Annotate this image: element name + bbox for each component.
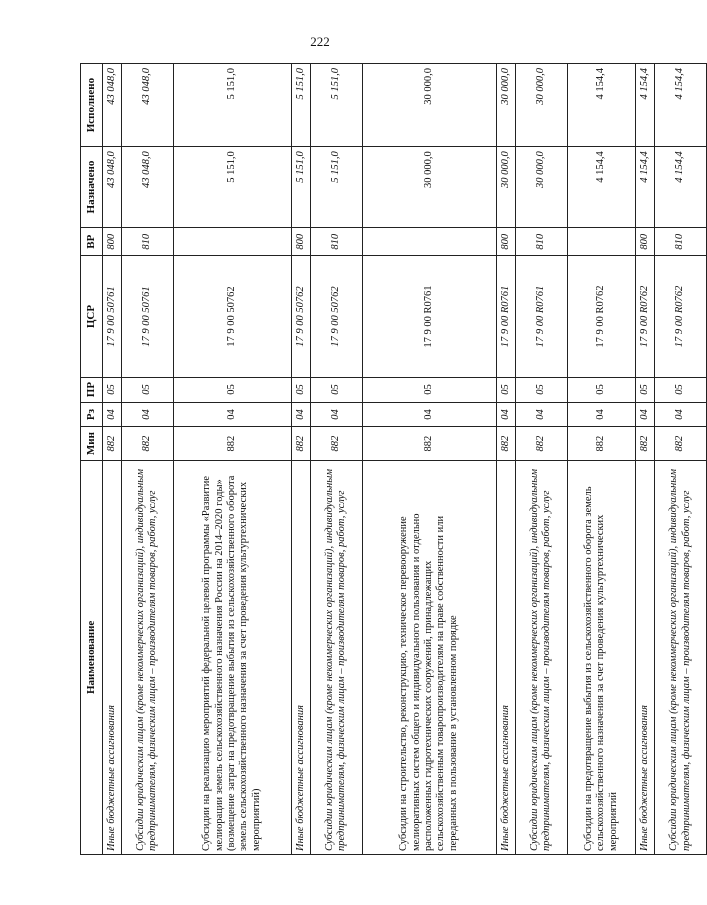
table-row [121,64,173,855]
table-row [655,64,707,855]
cell-vr: 800 [291,227,310,256]
cell-vr [173,227,291,256]
budget-table [80,63,707,855]
cell-vr: 810 [655,227,707,256]
cell-name: Субсидии на реализацию мероприятий федеральной целевой программы «Развитие мелиорации земель сельскохозяйственного назначения России на 2014–2020 годы» (возмещение затрат на предотвращение выбытия из сельскохозяйственного оборота земель сельскохозяйственного назначения за счет проведения культуртехнических мероприятий) [173,460,291,854]
header-pr: ПР [81,377,103,402]
cell-pr: 05 [121,377,173,402]
table-row [362,64,496,855]
cell-executed: 43 048,0 [103,64,122,147]
cell-min: 882 [121,427,173,460]
cell-name: Субсидии юридическим лицам (кроме некоммерческих организаций), индивидуальным предпринимателям, физическим лицам – производителям товаров, работ, услуг [310,460,362,854]
cell-pr: 05 [362,377,496,402]
table-row [497,64,516,855]
cell-executed: 4 154,4 [636,64,655,147]
cell-rz: 04 [567,402,635,427]
cell-assigned: 30 000,0 [362,147,496,228]
cell-name: Иные бюджетные ассигнования [636,460,655,854]
cell-csr: 17 9 00 R0762 [636,256,655,377]
cell-pr: 05 [103,377,122,402]
table-row [103,64,122,855]
cell-executed: 43 048,0 [121,64,173,147]
cell-min: 882 [655,427,707,460]
cell-executed: 5 151,0 [291,64,310,147]
cell-assigned: 4 154,4 [567,147,635,228]
cell-vr [567,227,635,256]
cell-vr: 810 [121,227,173,256]
table-header-row [81,64,103,855]
cell-executed: 4 154,4 [567,64,635,147]
cell-executed: 4 154,4 [655,64,707,147]
cell-executed: 5 151,0 [173,64,291,147]
cell-assigned: 43 048,0 [103,147,122,228]
cell-executed: 5 151,0 [310,64,362,147]
table-row [515,64,567,855]
cell-executed: 30 000,0 [362,64,496,147]
cell-vr: 800 [636,227,655,256]
cell-vr: 800 [497,227,516,256]
cell-rz: 04 [103,402,122,427]
cell-rz: 04 [636,402,655,427]
cell-vr: 810 [310,227,362,256]
table-row [173,64,291,855]
cell-assigned: 5 151,0 [310,147,362,228]
cell-name: Иные бюджетные ассигнования [291,460,310,854]
header-rz: Рз [81,402,103,427]
cell-csr: 17 9 00 50762 [310,256,362,377]
cell-name: Субсидии на предотвращение выбытия из сельскохозяйственного оборота земель сельскохозяйственного назначения за счет проведения культуртехнических мероприятий [567,460,635,854]
table-row [567,64,635,855]
cell-executed: 30 000,0 [515,64,567,147]
cell-vr [362,227,496,256]
header-csr: ЦСР [81,256,103,377]
cell-pr: 05 [291,377,310,402]
cell-vr: 810 [515,227,567,256]
cell-assigned: 4 154,4 [636,147,655,228]
cell-name: Субсидии юридическим лицам (кроме некоммерческих организаций), индивидуальным предпринимателям, физическим лицам – производителям товаров, работ, услуг [655,460,707,854]
cell-name: Субсидии на строительство, реконструкцию, техническое перевооружение мелиоративных систем общего и индивидуального пользования и отдельно расположенных гидротехнических сооружений, принадлежащих сельскохозяйственным товаропроизводителям на праве собственности или переданных в пользование в установленном порядке [362,460,496,854]
cell-name: Иные бюджетные ассигнования [497,460,516,854]
cell-pr: 05 [173,377,291,402]
cell-rz: 04 [291,402,310,427]
cell-pr: 05 [310,377,362,402]
cell-assigned: 30 000,0 [515,147,567,228]
cell-rz: 04 [655,402,707,427]
cell-rz: 04 [362,402,496,427]
cell-rz: 04 [173,402,291,427]
table-row [636,64,655,855]
header-name: Наименование [81,460,103,854]
cell-rz: 04 [515,402,567,427]
cell-executed: 30 000,0 [497,64,516,147]
cell-name: Иные бюджетные ассигнования [103,460,122,854]
cell-csr: 17 9 00 50762 [173,256,291,377]
cell-min: 882 [636,427,655,460]
cell-pr: 05 [567,377,635,402]
table-row [291,64,310,855]
cell-csr: 17 9 00 R0761 [362,256,496,377]
cell-assigned: 4 154,4 [655,147,707,228]
page-number: 222 [310,34,330,49]
cell-name: Субсидии юридическим лицам (кроме некоммерческих организаций), индивидуальным предпринимателям, физическим лицам – производителям товаров, работ, услуг [515,460,567,854]
cell-min: 882 [515,427,567,460]
cell-rz: 04 [121,402,173,427]
cell-min: 882 [173,427,291,460]
cell-pr: 05 [515,377,567,402]
rotated-table-container [80,63,707,855]
header-executed: Исполнено [81,64,103,147]
cell-pr: 05 [636,377,655,402]
table-row [310,64,362,855]
cell-assigned: 5 151,0 [291,147,310,228]
cell-csr: 17 9 00 R0761 [515,256,567,377]
header-vr: ВР [81,227,103,256]
header-min: Мин [81,427,103,460]
cell-assigned: 43 048,0 [121,147,173,228]
cell-min: 882 [291,427,310,460]
cell-csr: 17 9 00 R0761 [497,256,516,377]
cell-min: 882 [310,427,362,460]
cell-csr: 17 9 00 50762 [291,256,310,377]
cell-csr: 17 9 00 R0762 [567,256,635,377]
cell-min: 882 [567,427,635,460]
cell-csr: 17 9 00 50761 [121,256,173,377]
cell-min: 882 [103,427,122,460]
cell-csr: 17 9 00 R0762 [655,256,707,377]
cell-pr: 05 [497,377,516,402]
cell-rz: 04 [310,402,362,427]
cell-assigned: 5 151,0 [173,147,291,228]
cell-vr: 800 [103,227,122,256]
cell-rz: 04 [497,402,516,427]
cell-csr: 17 9 00 50761 [103,256,122,377]
cell-min: 882 [497,427,516,460]
cell-assigned: 30 000,0 [497,147,516,228]
cell-pr: 05 [655,377,707,402]
header-assigned: Назначено [81,147,103,228]
cell-name: Субсидии юридическим лицам (кроме некоммерческих организаций), индивидуальным предпринимателям, физическим лицам – производителям товаров, работ, услуг [121,460,173,854]
cell-min: 882 [362,427,496,460]
